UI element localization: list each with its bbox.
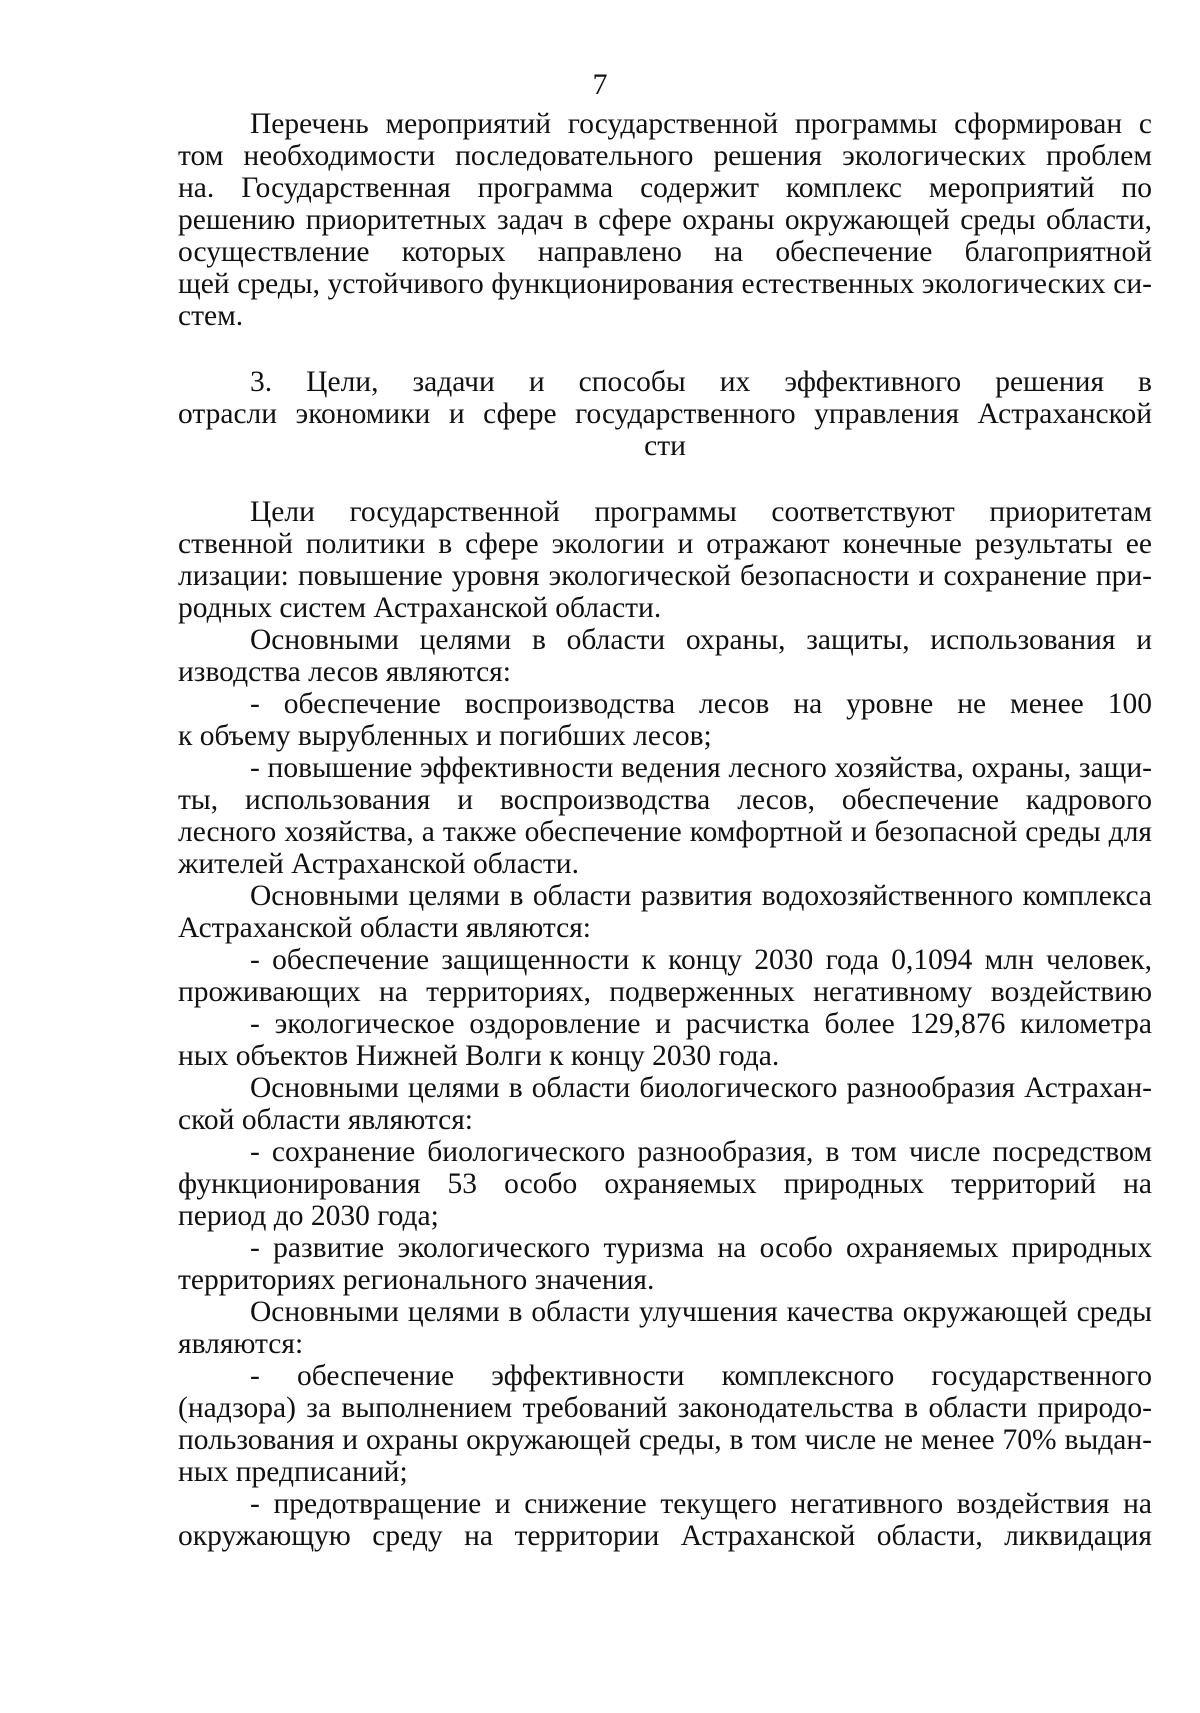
spacer	[178, 462, 1152, 496]
list-item-forest-1-line-2: к объему вырубленных и погибших лесов;	[178, 720, 712, 752]
section-heading-line-1: 3. Цели, задачи и способы их эффективного решения в	[250, 366, 1152, 398]
paragraph-3-line-2: изводства лесов являются:	[178, 656, 511, 688]
page-number: 7	[592, 68, 608, 101]
paragraph-environment-line-2: являются:	[178, 1328, 304, 1360]
list-item-biodiversity-1-line-3: период до 2030 года;	[178, 1200, 439, 1232]
list-item-environment-1-line-4: ных предписаний;	[178, 1456, 408, 1488]
paragraph-biodiversity-line-2: ской области являются:	[178, 1104, 473, 1136]
list-item-forest-2-line-2: ты, использования и воспроизводства лесов, обеспечение кадрового	[178, 784, 1152, 816]
list-item-biodiversity-2-line-1: - развитие экологического туризма на особо охраняемых природных	[250, 1232, 1152, 1264]
list-item-forest-1-line-1: - обеспечение воспроизводства лесов на уровне не менее 100	[250, 688, 1152, 720]
list-item-forest-2-line-3: лесного хозяйства, а также обеспечение комфортной и безопасной среды для	[178, 816, 1152, 848]
paragraph-1-line-2: том необходимости последовательного решения экологических проблем	[178, 140, 1152, 172]
list-item-biodiversity-2-line-2: территориях регионального значения.	[178, 1264, 655, 1296]
paragraph-2-line-2: ственной политики в сфере экологии и отражают конечные результаты ее	[178, 528, 1152, 560]
paragraph-3-line-1: Основными целями в области охраны, защиты, использования и	[250, 624, 1152, 656]
paragraph-1-line-6: щей среды, устойчивого функционирования естественных экологических си-	[178, 268, 1152, 300]
paragraph-environment-line-1: Основными целями в области улучшения качества окружающей среды	[250, 1296, 1152, 1328]
list-item-environment-1-line-3: пользования и охраны окружающей среды, в том числе не менее 70% выдан-	[178, 1424, 1152, 1456]
list-item-water-2-line-2: ных объектов Нижней Волги к концу 2030 года.	[178, 1040, 780, 1072]
list-item-environment-1-line-2: (надзора) за выполнением требований законодательства в области природо-	[178, 1392, 1152, 1424]
section-heading-line-2: отрасли экономики и сфере государственного управления Астраханской	[178, 398, 1152, 430]
document-body	[178, 108, 1152, 1552]
list-item-forest-2-line-4: жителей Астраханской области.	[178, 848, 579, 880]
paragraph-1-line-4: решению приоритетных задач в сфере охраны окружающей среды области,	[178, 204, 1152, 236]
list-item-water-1-line-2: проживающих на территориях, подверженных негативному воздействию	[178, 976, 1152, 1008]
list-item-environment-2-line-2: окружающую среду на территории Астраханской области, ликвидация	[178, 1520, 1152, 1552]
list-item-environment-1-line-1: - обеспечение эффективности комплексного государственного	[250, 1360, 1152, 1392]
spacer	[178, 332, 1152, 366]
paragraph-water-line-1: Основными целями в области развития водохозяйственного комплекса	[250, 880, 1152, 912]
paragraph-1-line-7: стем.	[178, 300, 244, 332]
paragraph-2-line-3: лизации: повышение уровня экологической безопасности и сохранение при-	[178, 560, 1152, 592]
list-item-water-1-line-1: - обеспечение защищенности к концу 2030 года 0,1094 млн человек,	[250, 944, 1152, 976]
paragraph-biodiversity-line-1: Основными целями в области биологического разнообразия Астрахан-	[250, 1072, 1152, 1104]
paragraph-1-line-5: осуществление которых направлено на обеспечение благоприятной	[178, 236, 1152, 268]
paragraph-1-line-3: на. Государственная программа содержит комплекс мероприятий по	[178, 172, 1152, 204]
list-item-biodiversity-1-line-1: - сохранение биологического разнообразия, в том числе посредством	[250, 1136, 1152, 1168]
list-item-environment-2-line-1: - предотвращение и снижение текущего негативного воздействия на	[250, 1488, 1152, 1520]
paragraph-water-line-2: Астраханской области являются:	[178, 912, 591, 944]
list-item-water-2-line-1: - экологическое оздоровление и расчистка более 129,876 километра	[250, 1008, 1152, 1040]
paragraph-1-line-1: Перечень мероприятий государственной программы сформирован с	[250, 108, 1152, 140]
paragraph-2-line-4: родных систем Астраханской области.	[178, 592, 662, 624]
list-item-forest-2-line-1: - повышение эффективности ведения лесного хозяйства, охраны, защи-	[250, 752, 1152, 784]
section-heading-line-3: сти	[644, 430, 686, 462]
paragraph-2-line-1: Цели государственной программы соответствуют приоритетам	[250, 496, 1152, 528]
list-item-biodiversity-1-line-2: функционирования 53 особо охраняемых природных территорий на	[178, 1168, 1152, 1200]
